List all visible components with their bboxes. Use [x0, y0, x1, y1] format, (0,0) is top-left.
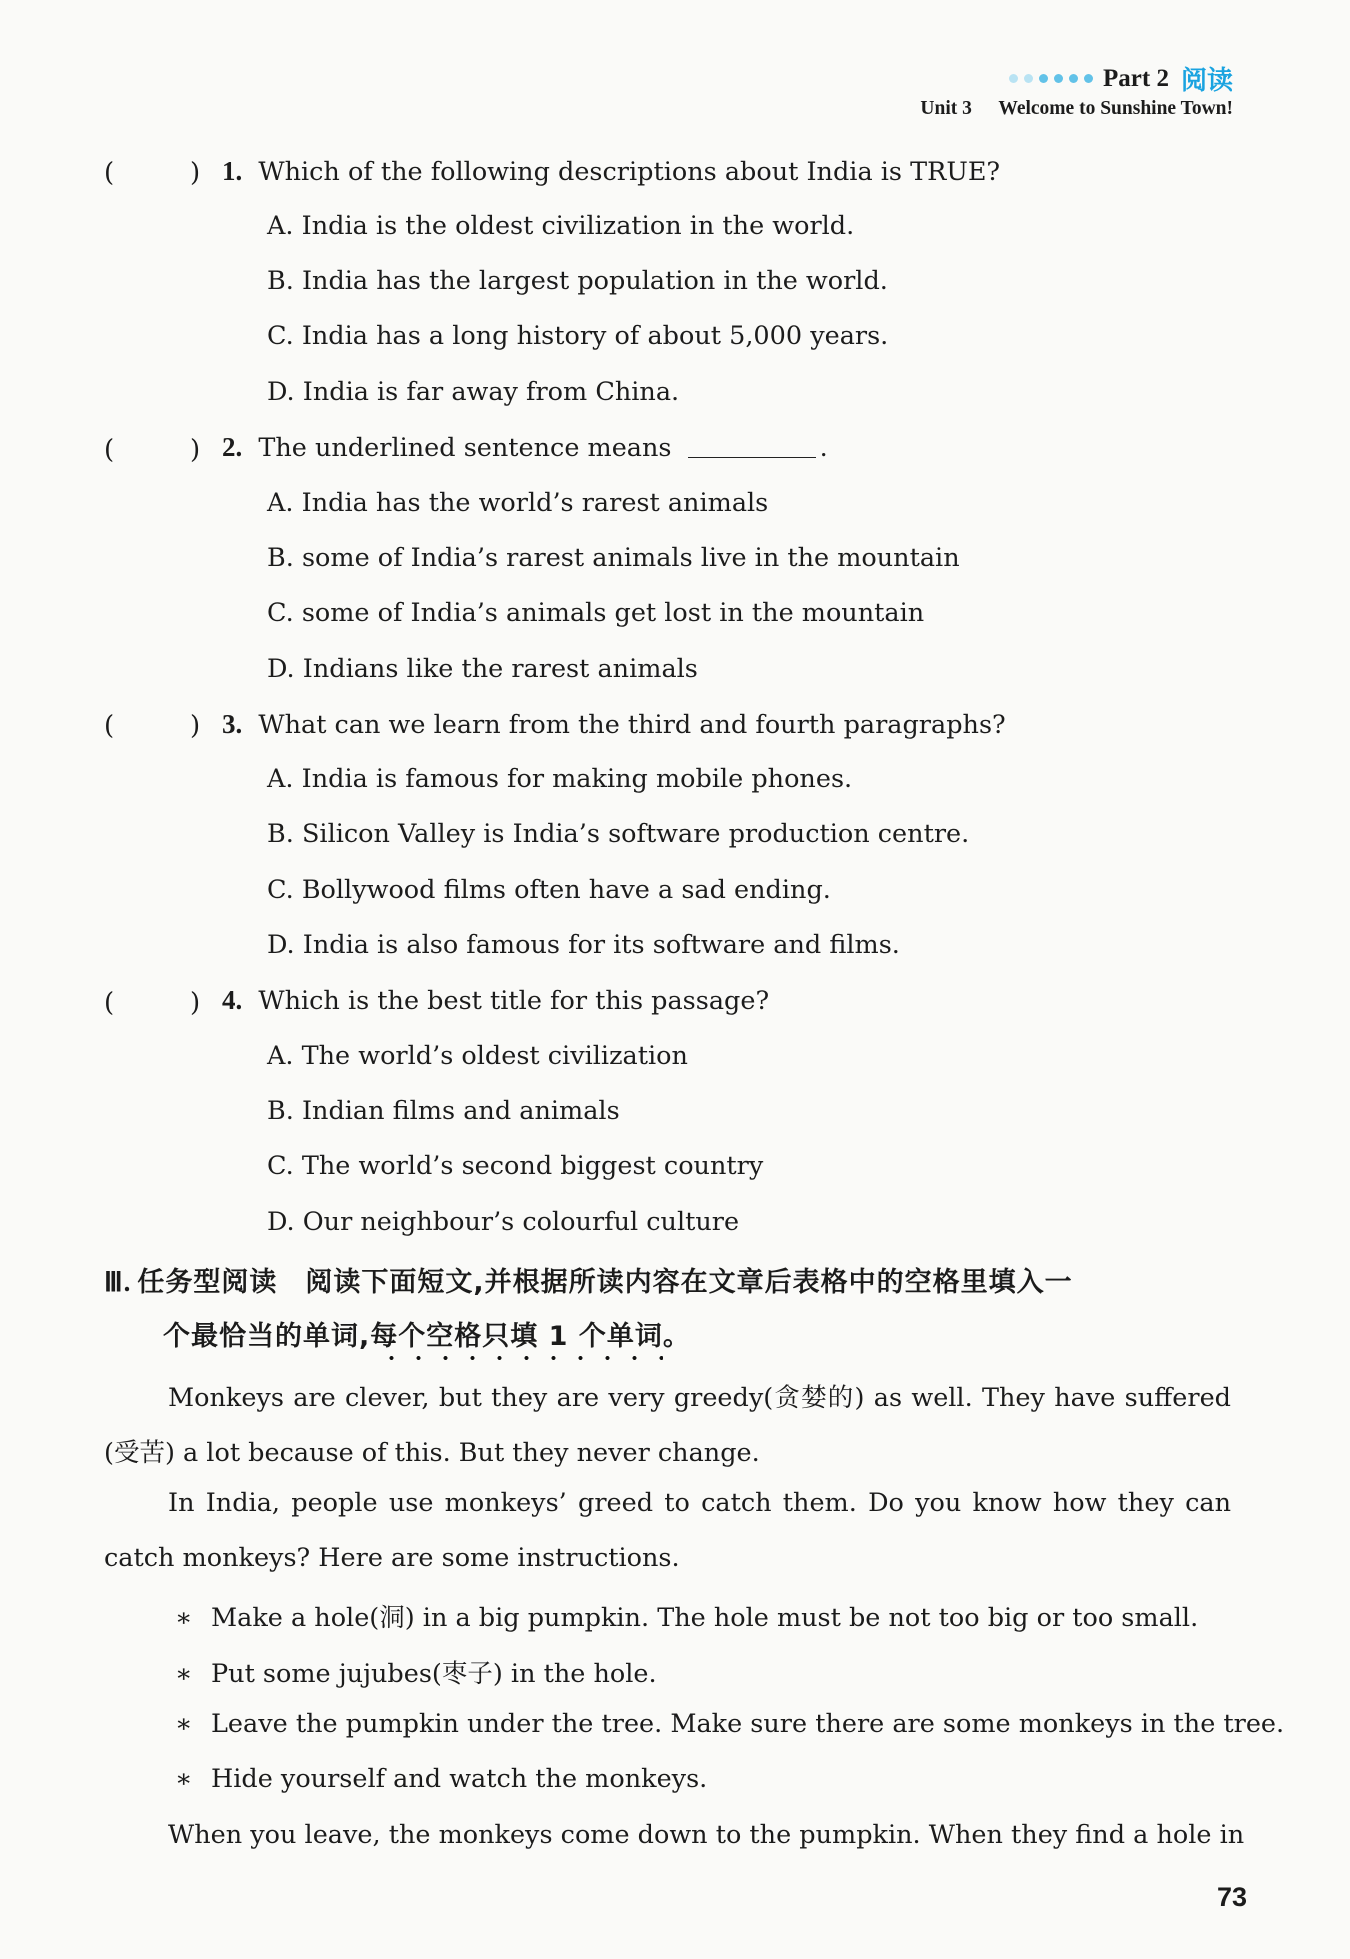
- passage-p3-line1: When you leave, the monkeys come down to the pumpkin. When they find a hole in: [168, 1820, 1245, 1850]
- list-item: [175, 1654, 657, 1690]
- bullet-text: Make a hole(洞) in a big pumpkin. The hole must be not too big or too small.: [211, 1603, 1199, 1633]
- passage-p2-line1: In India, people use monkeys’ greed to catch them. Do you know how they can: [168, 1488, 1231, 1518]
- answer-paren-close[interactable]: ): [190, 435, 201, 465]
- answer-paren-close[interactable]: ): [190, 711, 201, 741]
- option-d: D. India is also famous for its software and films.: [267, 930, 900, 960]
- option-c: C. The world’s second biggest country: [267, 1151, 764, 1181]
- passage-p1-line2: (受苦) a lot because of this. But they never change.: [104, 1438, 760, 1468]
- page-header: [1009, 60, 1233, 97]
- question-stem: [222, 432, 828, 463]
- section-title: [104, 1260, 1073, 1299]
- question-number: 4.: [222, 985, 243, 1015]
- option-d: D. India is far away from China.: [267, 377, 680, 407]
- answer-paren-open[interactable]: (: [104, 435, 115, 465]
- option-c: C. some of India’s animals get lost in the mountain: [267, 598, 925, 628]
- answer-paren-open[interactable]: (: [104, 711, 115, 741]
- question-end: .: [819, 433, 828, 463]
- option-b: B. some of India’s rarest animals live in the mountain: [267, 543, 960, 573]
- list-item: [175, 1598, 1198, 1634]
- option-b: B. India has the largest population in the world.: [267, 266, 888, 296]
- section-instruction-line1: 任务型阅读 阅读下面短文,并根据所读内容在文章后表格中的空格里填入一: [137, 1267, 1073, 1298]
- answer-paren-close[interactable]: ): [190, 988, 201, 1018]
- option-b: B. Indian films and animals: [267, 1096, 620, 1126]
- passage-p2-line2: catch monkeys? Here are some instructions.: [104, 1543, 680, 1573]
- section-instruction-line2: 个最恰当的单词,: [163, 1321, 371, 1352]
- answer-paren-open[interactable]: (: [104, 158, 115, 188]
- option-c: C. Bollywood films often have a sad ending.: [267, 875, 831, 905]
- answer-paren-close[interactable]: ): [190, 158, 201, 188]
- option-a: A. The world’s oldest civilization: [267, 1041, 688, 1071]
- emphasized-text: 每个空格只填 1 个单词: [370, 1321, 663, 1352]
- answer-paren-open[interactable]: (: [104, 988, 115, 1018]
- question-number: 2.: [222, 432, 243, 462]
- section-roman-numeral: Ⅲ.: [104, 1267, 132, 1297]
- answer-blank[interactable]: [688, 435, 816, 458]
- asterisk-bullet-icon: ∗: [175, 1764, 193, 1794]
- passage-p1-line1: Monkeys are clever, but they are very greedy(贪婪的) as well. They have suffered: [168, 1383, 1231, 1413]
- option-d: D. Indians like the rarest animals: [267, 654, 698, 684]
- bullet-text: Put some jujubes(枣子) in the hole.: [211, 1659, 657, 1689]
- part-cn-label: 阅读: [1180, 66, 1233, 96]
- list-item: [175, 1709, 1284, 1739]
- option-a: A. India is the oldest civilization in the world.: [267, 211, 855, 241]
- unit-label: Unit 3: [920, 98, 972, 119]
- part-label: Part 2: [1103, 64, 1169, 92]
- asterisk-bullet-icon: ∗: [175, 1709, 193, 1739]
- emphasis-dots-icon: [370, 1355, 663, 1361]
- unit-header: [920, 98, 1233, 120]
- question-number: 3.: [222, 709, 243, 739]
- option-b: B. Silicon Valley is India’s software production centre.: [267, 819, 970, 849]
- section-instruction-end: 。: [662, 1321, 691, 1352]
- question-text: The underlined sentence means: [258, 433, 672, 463]
- emphasized-instruction: [370, 1321, 663, 1352]
- unit-title: Welcome to Sunshine Town!: [998, 98, 1233, 119]
- bullet-text: Hide yourself and watch the monkeys.: [211, 1764, 708, 1794]
- option-d: D. Our neighbour’s colourful culture: [267, 1207, 740, 1237]
- question-text: Which is the best title for this passage?: [258, 986, 770, 1016]
- asterisk-bullet-icon: ∗: [175, 1603, 193, 1633]
- question-stem: [222, 709, 1006, 740]
- asterisk-bullet-icon: ∗: [175, 1659, 193, 1689]
- question-text: Which of the following descriptions about India is TRUE?: [258, 157, 1001, 187]
- page-number: 73: [1216, 1882, 1247, 1912]
- section-title-line2: [163, 1314, 691, 1353]
- bullet-text: Leave the pumpkin under the tree. Make sure there are some monkeys in the tree.: [211, 1709, 1285, 1739]
- question-number: 1.: [222, 156, 243, 186]
- option-a: A. India has the world’s rarest animals: [267, 488, 769, 518]
- question-stem: [222, 156, 1000, 187]
- question-stem: [222, 985, 769, 1016]
- decorative-dots-icon: [1009, 74, 1093, 83]
- option-c: C. India has a long history of about 5,000 years.: [267, 321, 889, 351]
- list-item: [175, 1764, 707, 1794]
- option-a: A. India is famous for making mobile phones.: [267, 764, 853, 794]
- question-text: What can we learn from the third and fourth paragraphs?: [258, 710, 1006, 740]
